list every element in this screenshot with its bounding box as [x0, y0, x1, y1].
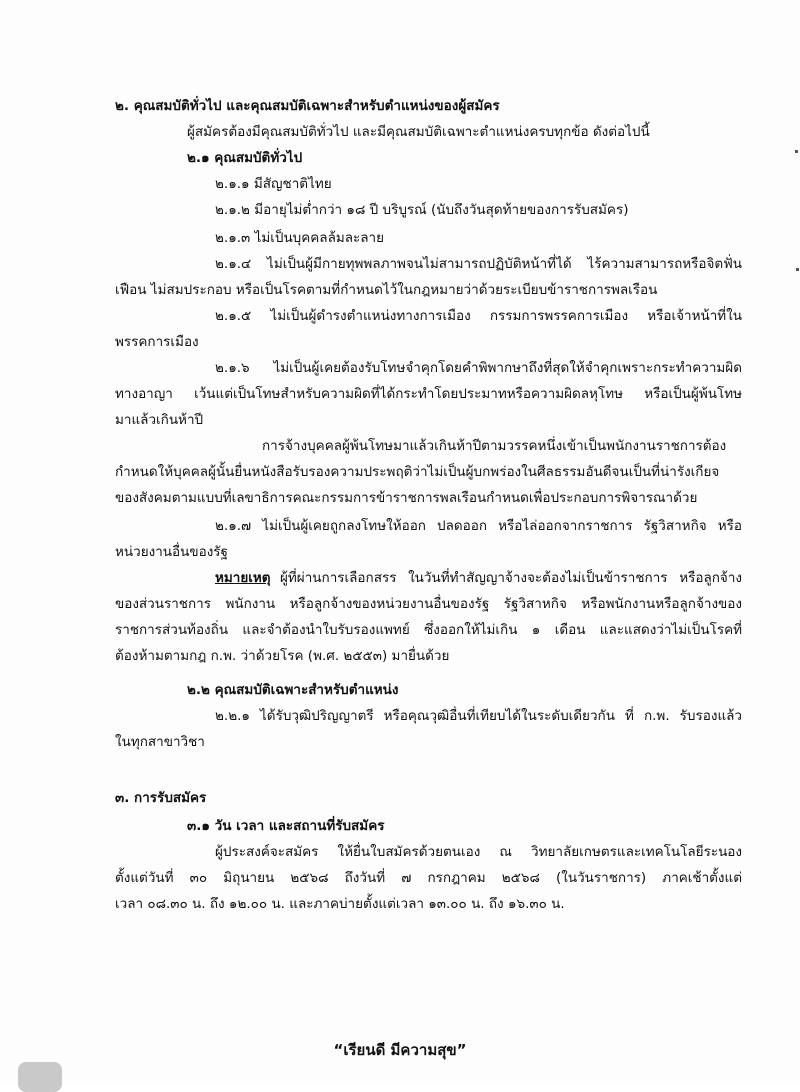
- section-2-heading: ๒. คุณสมบัติทั่วไป และคุณสมบัติเฉพาะสำหรับตำแหน่งของผู้สมัคร: [115, 98, 500, 114]
- application-paragraph-line-2: ตั้งแต่วันที่ ๓๐ มิถุนายน ๒๕๖๘ ถึงวันที่ ๗ กรกฎาคม ๒๕๖๘ (ในวันราชการ) ภาคเช้าตั้งแต่: [115, 870, 742, 886]
- item-2-1-6-line-1: ๒.๑.๖ ไม่เป็นผู้เคยต้องรับโทษจำคุกโดยคำพิพากษาถึงที่สุดให้จำคุกเพราะกระทำความผิด: [215, 360, 742, 376]
- note-line-3: ราชการส่วนท้องถิ่น และจำต้องนำใบรับรองแพทย์ ซึ่งออกให้ไม่เกิน ๑ เดือน และแสดงว่าไม่เป็นโรคที่: [115, 622, 742, 638]
- section-2-intro: ผู้สมัครต้องมีคุณสมบัติทั่วไป และมีคุณสมบัติเฉพาะตำแหน่งครบทุกข้อ ดังต่อไปนี้: [187, 124, 650, 140]
- application-schedule-heading: ๓.๑ วัน เวลา และสถานที่รับสมัคร: [187, 818, 385, 834]
- item-2-1-5-line-1: ๒.๑.๕ ไม่เป็นผู้ดำรงตำแหน่งทางการเมือง กรรมการพรรคการเมือง หรือเจ้าหน้าที่ใน: [215, 308, 742, 324]
- item-2-1-3: ๒.๑.๓ ไม่เป็นบุคคลล้มละลาย: [215, 230, 385, 246]
- page-corner-badge: [18, 1062, 62, 1092]
- application-paragraph-line-3: เวลา ๐๘.๓๐ น. ถึง ๑๒.๐๐ น. และภาคบ่ายตั้งแต่เวลา ๑๓.๐๐ น. ถึง ๑๖.๓๐ น.: [115, 896, 565, 912]
- item-2-1-7-line-1: ๒.๑.๗ ไม่เป็นผู้เคยถูกลงโทษให้ออก ปลดออก หรือไล่ออกจากราชการ รัฐวิสาหกิจ หรือ: [215, 518, 742, 534]
- edge-speck: [795, 150, 798, 153]
- item-2-1-7-line-2: หน่วยงานอื่นของรัฐ: [115, 544, 228, 560]
- item-2-2-1-line-2: ในทุกสาขาวิชา: [115, 734, 205, 750]
- item-2-1-1: ๒.๑.๑ มีสัญชาติไทย: [215, 176, 332, 192]
- item-2-1-4-line-1: ๒.๑.๔ ไม่เป็นผู้มีกายทุพพลภาพจนไม่สามารถปฏิบัติหน้าที่ได้ ไร้ความสามารถหรือจิตฟั่น: [215, 256, 742, 272]
- paragraph-ex-convict-line-1: การจ้างบุคคลผู้พ้นโทษมาแล้วเกินห้าปีตามวรรคหนึ่งเข้าเป็นพนักงานราชการต้อง: [262, 438, 727, 454]
- edge-speck: [796, 268, 799, 271]
- item-2-2-1-line-1: ๒.๒.๑ ได้รับวุฒิปริญญาตรี หรือคุณวุฒิอื่นที่เทียบได้ในระดับเดียวกัน ที่ ก.พ. รับรองแล้ว: [215, 708, 742, 724]
- general-qualifications-heading: ๒.๑ คุณสมบัติทั่วไป: [187, 150, 303, 166]
- paragraph-ex-convict-line-2: กำหนดให้บุคคลผู้นั้นยื่นหนังสือรับรองความประพฤติว่าไม่เป็นผู้บกพร่องในศีลธรรมอันดีจนเป็นที่น่ารังเกียจ: [115, 464, 720, 480]
- item-2-1-5-line-2: พรรคการเมือง: [115, 334, 199, 350]
- note-line-2: ของส่วนราชการ พนักงาน หรือลูกจ้างของหน่วยงานอื่นของรัฐ รัฐวิสาหกิจ หรือพนักงานหรือลูกจ้างของ: [115, 596, 742, 612]
- section-3-heading: ๓. การรับสมัคร: [115, 790, 207, 806]
- item-2-1-4-line-2: เฟือน ไม่สมประกอบ หรือเป็นโรคตามที่กำหนดไว้ในกฎหมายว่าด้วยระเบียบข้าราชการพลเรือน: [115, 282, 658, 298]
- item-2-1-2: ๒.๑.๒ มีอายุไม่ต่ำกว่า ๑๘ ปี บริบูรณ์ (นับถึงวันสุดท้ายของการรับสมัคร): [215, 202, 629, 218]
- note-line-4: ต้องห้ามตามกฎ ก.พ. ว่าด้วยโรค (พ.ศ. ๒๕๕๓) มายื่นด้วย: [115, 648, 450, 664]
- application-paragraph-line-1: ผู้ประสงค์จะสมัคร ให้ยื่นใบสมัครด้วยตนเอง ณ วิทยาลัยเกษตรและเทคโนโลยีระนอง: [215, 844, 742, 860]
- note-line-1: ผู้ที่ผ่านการเลือกสรร ในวันที่ทำสัญญาจ้างจะต้องไม่เป็นข้าราชการ หรือลูกจ้าง: [280, 570, 742, 586]
- specific-qualifications-heading: ๒.๒ คุณสมบัติเฉพาะสำหรับตำแหน่ง: [187, 682, 399, 698]
- item-2-1-6-line-2: ทางอาญา เว้นแต่เป็นโทษสำหรับความผิดที่ได้กระทำโดยประมาทหรือความผิดลหุโทษ หรือเป็นผู้พ้นโทษ: [115, 386, 742, 402]
- note-label-text: หมายเหตุ: [215, 570, 271, 586]
- paragraph-ex-convict-line-3: ของสังคมตามแบบที่เลขาธิการคณะกรรมการข้าราชการพลเรือนกำหนดเพื่อประกอบการพิจารณาด้วย: [115, 490, 698, 506]
- footer-motto: “เรียนดี มีความสุข”: [333, 1041, 467, 1059]
- item-2-1-6-line-3: มาแล้วเกินห้าปี: [115, 412, 204, 428]
- note-label: [215, 568, 271, 588]
